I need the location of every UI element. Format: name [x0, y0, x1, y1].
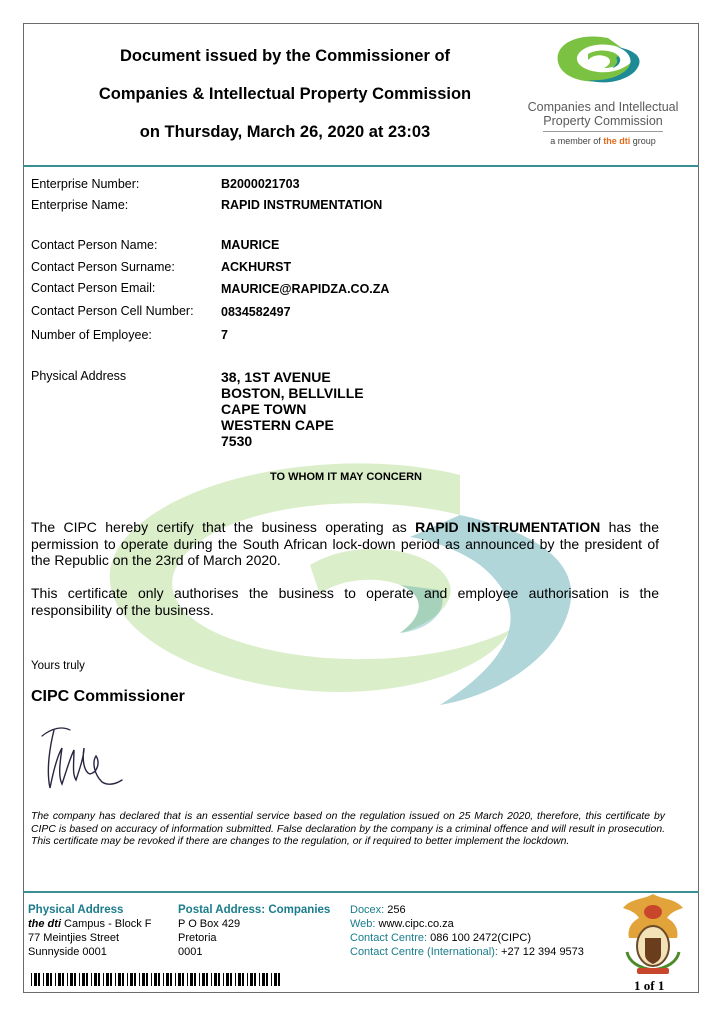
- signature: [40, 722, 130, 794]
- signatory-title: CIPC Commissioner: [31, 688, 185, 705]
- barcode-bar: [58, 973, 61, 986]
- barcode-bar: [38, 973, 40, 986]
- contact-cell-label: Contact Person Cell Number:: [31, 304, 194, 318]
- barcode-bar: [91, 973, 92, 986]
- barcode: [31, 973, 280, 986]
- footer-physical-line-3: Sunnyside 0001: [28, 946, 107, 958]
- coat-of-arms-icon: [617, 890, 689, 976]
- address-line: 7530: [221, 433, 253, 449]
- physical-address-value: [221, 369, 364, 449]
- address-line: WESTERN CAPE: [221, 417, 334, 433]
- barcode-bar: [94, 973, 97, 986]
- barcode-bar: [154, 973, 157, 986]
- cipc-logo: [518, 30, 688, 155]
- header-title-line-2: Companies & Intellectual Property Commission: [98, 85, 472, 103]
- contact-name-value: MAURICE: [221, 238, 280, 252]
- barcode-bar: [226, 973, 229, 986]
- barcode-bar: [46, 973, 49, 986]
- barcode-bar: [182, 973, 184, 986]
- header-divider: [23, 165, 699, 167]
- barcode-bar: [146, 973, 148, 986]
- cipc-swirl-icon: [518, 30, 688, 98]
- footer-contact-centre-international: Contact Centre (International): +27 12 394 9573: [350, 946, 584, 958]
- footer-contact-centre: Contact Centre: 086 100 2472(CIPC): [350, 932, 531, 944]
- authorisation-paragraph: This certificate only authorises the business to operate and employee authorisation is the responsibility of the business.: [31, 585, 659, 618]
- footer-web: Web: www.cipc.co.za: [350, 918, 454, 930]
- barcode-bar: [106, 973, 109, 986]
- barcode-bar: [218, 973, 220, 986]
- barcode-bar: [163, 973, 164, 986]
- enterprise-number-value: B2000021703: [221, 177, 300, 191]
- logo-name-line-1: Companies and Intellectual: [527, 100, 679, 114]
- footer-postal-line-1: P O Box 429: [178, 918, 241, 930]
- barcode-bar: [247, 973, 248, 986]
- barcode-bar: [55, 973, 56, 986]
- barcode-bar: [103, 973, 104, 986]
- certification-paragraph: The CIPC hereby certify that the business operating as RAPID INSTRUMENTATION has the permission to operate during the South African lock-down period as announced by the president of the Republic on the 23rd of March 2020.: [31, 519, 659, 568]
- footer-postal-line-3: 0001: [178, 946, 203, 958]
- barcode-bar: [187, 973, 188, 986]
- barcode-bar: [194, 973, 196, 986]
- barcode-bar: [122, 973, 124, 986]
- barcode-bar: [178, 973, 181, 986]
- barcode-bar: [271, 973, 272, 986]
- contact-email-label: Contact Person Email:: [31, 281, 156, 295]
- barcode-bar: [134, 973, 136, 986]
- footer-physical-line-1: the dti Campus - Block F: [28, 918, 152, 930]
- footer-postal-line-2: Pretoria: [178, 932, 217, 944]
- contact-surname-value: ACKHURST: [221, 260, 292, 274]
- barcode-bar: [206, 973, 208, 986]
- barcode-bar: [115, 973, 116, 986]
- barcode-bar: [110, 973, 112, 986]
- footer-contact: [350, 903, 584, 959]
- barcode-bar: [31, 973, 32, 986]
- logo-member-line: a member of the dti group: [550, 136, 656, 146]
- barcode-bar: [118, 973, 121, 986]
- address-line: BOSTON, BELLVILLE: [221, 385, 364, 401]
- barcode-bar: [278, 973, 280, 986]
- barcode-bar: [158, 973, 160, 986]
- barcode-bar: [214, 973, 217, 986]
- enterprise-name-value: RAPID INSTRUMENTATION: [221, 198, 383, 212]
- footer-physical-line-2: 77 Meintjies Street: [28, 932, 120, 944]
- salutation: TO WHOM IT MAY CONCERN: [270, 471, 422, 483]
- barcode-bar: [190, 973, 193, 986]
- barcode-bar: [50, 973, 52, 986]
- barcode-bar: [62, 973, 64, 986]
- contact-cell-value: 0834582497: [221, 305, 291, 319]
- barcode-bar: [70, 973, 73, 986]
- logo-name-line-2: Property Commission: [543, 114, 663, 128]
- footer-physical-heading: Physical Address: [28, 904, 124, 916]
- barcode-bar: [230, 973, 232, 986]
- footer-postal-address: [178, 903, 330, 959]
- page-number: 1 of 1: [634, 978, 665, 993]
- barcode-bar: [127, 973, 128, 986]
- barcode-bar: [254, 973, 256, 986]
- footer-physical-address: [28, 903, 151, 959]
- logo-divider: [543, 131, 663, 132]
- barcode-bar: [82, 973, 85, 986]
- barcode-bar: [166, 973, 169, 986]
- contact-name-label: Contact Person Name:: [31, 238, 158, 252]
- barcode-bar: [139, 973, 140, 986]
- header-title-line-1: Document issued by the Commissioner of: [119, 47, 451, 65]
- barcode-bar: [238, 973, 241, 986]
- barcode-bar: [202, 973, 205, 986]
- barcode-bar: [98, 973, 100, 986]
- barcode-bar: [43, 973, 44, 986]
- enterprise-name-label: Enterprise Name:: [31, 198, 129, 212]
- barcode-bar: [250, 973, 253, 986]
- employee-count-value: 7: [221, 328, 228, 342]
- barcode-bar: [142, 973, 145, 986]
- barcode-bar: [259, 973, 260, 986]
- barcode-bar: [266, 973, 268, 986]
- employee-count-label: Number of Employee:: [31, 328, 152, 342]
- barcode-bar: [130, 973, 133, 986]
- contact-email-value: MAURICE@RAPIDZA.CO.ZA: [221, 282, 390, 296]
- barcode-bar: [67, 973, 68, 986]
- barcode-bar: [175, 973, 176, 986]
- footer-docex: Docex: 256: [350, 904, 406, 916]
- address-line: CAPE TOWN: [221, 401, 307, 417]
- footer-divider: [23, 891, 699, 893]
- barcode-bar: [74, 973, 76, 986]
- header-issue-date: on Thursday, March 26, 2020 at 23:03: [139, 123, 431, 141]
- business-name-emphasis: RAPID INSTRUMENTATION: [415, 519, 601, 535]
- barcode-bar: [151, 973, 152, 986]
- barcode-bar: [199, 973, 200, 986]
- barcode-bar: [211, 973, 212, 986]
- barcode-bar: [86, 973, 88, 986]
- barcode-bar: [34, 973, 37, 986]
- enterprise-number-label: Enterprise Number:: [31, 177, 140, 191]
- barcode-bar: [242, 973, 244, 986]
- address-line: 38, 1ST AVENUE: [221, 369, 331, 385]
- disclaimer: The company has declared that is an essential service based on the regulation issued on 25 March 2020, therefore, this certificate by CIPC is based on accuracy of information submitted. False declaration by the company is a criminal offence and will result in prosecution. This certificate may be revoked if there are changes to the regulation, or if required to better implement the lockdown.: [31, 811, 665, 848]
- footer-postal-heading: Postal Address: Companies: [178, 904, 331, 916]
- barcode-bar: [79, 973, 80, 986]
- barcode-bar: [223, 973, 224, 986]
- contact-surname-label: Contact Person Surname:: [31, 260, 175, 274]
- barcode-bar: [235, 973, 236, 986]
- barcode-bar: [274, 973, 277, 986]
- barcode-bar: [170, 973, 172, 986]
- closing: Yours truly: [31, 660, 85, 672]
- barcode-bar: [262, 973, 265, 986]
- physical-address-label: Physical Address: [31, 369, 127, 383]
